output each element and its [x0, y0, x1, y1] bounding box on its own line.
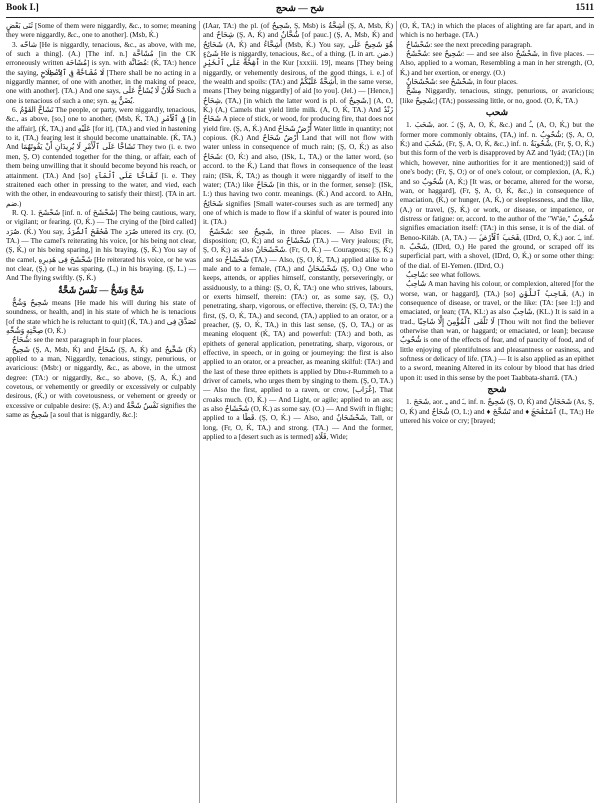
paragraph: (IAar, TA:) the pl. (of شَحِيحٌ, Ş, Msb) is أَشِحَّةٌ (Ş, A, Msb, Ḱ) and شِحَاحٌ (Ş, A, Ḱ) and شُحَّانٌ [of pauc.] (Ş, A, Msb, Ḱ) and شَحَائِحُ (A, Ḱ) and أَشِحَّاءُ (Msb, Ḱ.) You say, هُوَ شَحِيحٌ عَلَى شَىْءٍ He is niggardly, tenacious, &c., of a thing. (L in art. ضن.) أَشِحَّةٌ عَلَى ٱلْخَيْرِ in the Kur [xxxiii. 19], means [They being niggardly, or vehemently desirous, of the good things, i. e.] of the wealth and spoils: (TA:) and أَشِحَّةٌ عَلَيْكُمْ, in the same verse, means [They being niggardly] of aid [to you]. (Jel.) — [Hence,] شِحَاحٌ, (TA,) [in which the latter word is pl. of شَحِيحٌ,] (A, O, Ḱ,) (A,) Camels that yield little milk. (A, O, Ḱ, TA.) And زَنْدٌ شَحَاحٌ A piece of stick, or wood, for producing fire, that does not yield fire. (Ş, A, Ḱ.) And أَرْضٌ شَحَاحٌ Water little in quantity; not copious. (Ḱ.) And أَرْضٌ شَحَاحٌ Land that will not flow with water unless in consequence of much rain; (Ş, O, Ḱ;) as also شَحَاحٌ: (O, Ḱ:) and also, (ISk, L, TA,) or the latter word, (so accord. to the Ḱ,) Land that flows in consequence of the least rain; (ISk, Ḱ, TA;) as though it were niggardly of itself to the water; (TA;) like شَحَاحٌ [in this, or in the former, sense]: (ISk, L:) thus having two contr. meanings. (Ḱ.) And accord. to AHn, شَحَائِحُ signifies [Small water-courses such as are termed] any one of which is made to flow if a skinful of water is poured into it. (TA.)	[203, 21, 393, 227]
paragraph: شُحَاحٌ: see the next paragraph in four places.	[12, 335, 143, 345]
column-divider	[199, 21, 200, 803]
entry-heading: شَحَّ وَشَحُّ — نَفْسٌ شَحَّةٌ	[58, 284, 144, 295]
paragraph: شَحْشَحَانٌ: see شَحْشَحٌ, in four places.	[406, 77, 518, 87]
column-right	[400, 21, 594, 803]
paragraph: R. Q. 1. شَحْشَحَ [inf. n. of شَحْشَحَ] The being cautious, wary, or vigilant; or fearing. (O, Ḱ.) — The crying of the [bird called] صُرَد. (Ḱ.) You say, شَحْشَحَ ٱلصُّرَدُ The صُرَد uttered its cry. (O, TA.) — The camel's reiterating his voice, [or his being not clear, (Ş, Ḱ,) or his being sparing,] in his braying. (Ş, Ḱ.) You say of the camel, شَحْشَحَ فِى هَدِيرِهِ [He reiterated his voice, or he was not clear, (Ş,) or he was sparing, (L,) in his braying. (Ş, L.) — And The flying swiftly. (Ş, Ḱ.)	[6, 207, 196, 283]
paragraph: 1. شَحَجَ, aor. ـِ and ـَ, inf. n. شَحِيجٌ (Ş, O, Ḱ) and شَحَجَانٌ (As, Ş, O, Ḱ) and شُحَاجٌ (O, L;) and ♦ تَشَحَّجَ and ♦ ٱسْتَشْحَجَ (L, TA;) He uttered his voice or cry; [brayed;	[400, 397, 594, 426]
paragraph: شَحِيحٌ وَشُحٌّ means [He made his will during his state of soundness, or health, and] in his state of which he is tenacious [of the state which he is reluctant to quit] (Ḱ, TA.) and تَصَدَّقَ فِى صِحَّتِهِ وَشُحِّهِ (O, Ḱ.)	[6, 297, 196, 335]
column-divider	[396, 21, 397, 803]
column-left	[6, 21, 196, 803]
entry-heading: شحب	[485, 107, 509, 118]
paragraph: شَحِيحٌ (Ş, A, Msb, Ḱ) and شَحَاحٌ (Ş, A, Ḱ) and شَحِّيحٌ (Ḱ) applied to a man, Niggardly, tenacious, stingy, penurious, or avaricious: (Msb:) or niggardly, &c., as above, in the utmost degree: (TA:) or niggardly, &c., so above, (Ş, A, Ḱ,) and covetous, or vehemently or greedily or excessively or culpably desirous, (Ḱ,) or with covetousness, or vehement or greedy or excessive or culpable desire: (Ş, A:) and نَفْسٌ شَحَّةٌ signifies the same as شَحِيحٌ [a soul that is niggardly, &c.]:	[6, 344, 196, 420]
root-heading: شح — شحج	[275, 4, 325, 14]
paragraph: 3. شاحّه [He is niggardly, tenacious, &c., as above, with me, of such a thing]. (A.) [The inf. n.] مُشَاحَّة [in the CK erroneously written مُشَاحَة] is syn. with مُضَانَّة: (Ḱ, TA:) hence the saying, لَا مُشَاحَّةَ فِى ٱلِٱصْطِلَاحِ [There shall be no acting in a niggardly manner, of one with another, in the making of peace, one with another]. (TA.) And one says, فُلَانٌ لَا يُشَاحُّ عَلَى Such a one is tenacious of such a one; syn. يُضَنُّ بِهِ.	[6, 39, 196, 105]
header-rule	[6, 17, 594, 18]
entry-heading: شحج	[487, 384, 507, 395]
paragraph: شَاحِبٌ: see what follows.	[406, 269, 481, 279]
paragraph: شَحْشَحٌ: see شَحِيحٌ, in three places. — Also Evil in disposition; (O, Ḱ;) and so شَحْشَاحٌ (TA.) — Very jealous; (Fr, Ş, O, Ḱ;) as also شَحْشَحَانٌ. (Fr, O, Ḱ.) — Courageous; (Ş, Ḱ;) and so شَحْشَاحٌ (TA.) — Also, (Ş, O, Ḱ, TA,) applied alike to a male and to a female, (TA,) and شَحْشَحَانٌ (Ş, O,) One who keeps, attends, or applies himself, constantly, perseveringly, or assiduously, to a thing: (Ş, O, Ḱ, TA:) one who strives, labours, or exerts himself, therein: (TA:) or, as some say, (Ş, O,) penetrating, sharp, vigorous, or effective, therein: (Ş, O, TA:) the first, (Ş, O, Ḱ, TA,) and second, (TA,) applied to an orator, or a preacher, (Ş, O, Ḱ, TA,) in this last sense, (Ş, O, TA,) or as meaning eloquent (Ḱ, TA) and powerful: (TA:) and both, as epithets of general application, penetrating, sharp, vigorous, or effective, in speech, or in going or journeying: the first is also applied to an orator, or a preacher, as meaning skilful: (TA:) and the last of these three epithets is applied by Dhu-r-Rummeh to a driver of camels, who urges them by singing to them. (Ş, O, TA.) — Also the first, applied to a raven, or crow, [غُرَاب], That croaks much. (O, Ḱ.) — And Light, or agile; applied to an ass; as also شَحْشَاحٌ (O, Ḱ.) as some say. (O.) — And Swift in flight; applied to a قَطَا. (Ş, O, Ḱ.) — Also, and شَحْشَحَانٌ, Tall, or long, (Fr, O, Ḱ, TA,) and strong. (TA.) — And the former, applied to a [desert such as is termed] فَلَاة, Wide;	[203, 226, 393, 442]
book-label: Book I.]	[6, 3, 39, 13]
paragraph: 1. شَحَبَ, aor. ـَ (Ş, A, O, Ḱ, &c.) and ـُ, (A, O, Ḱ,) but the former more commonly obtains, (TA,) inf. n. شُحُوبٌ; (Ş, A, O, Ḱ;) and شَحُبَ, (Fr, Ş, A, O, Ḱ, &c.,) inf. n. شُحُوبَةٌ, (Fr, Ş, O, Ḱ,) but this form of the verb is disapproved by AZ and 'Iyád; (TA;) [in which, however, nine authorities for it are mentioned;)] said of one's body; (Fr, Ş, O;) or of one's colour, or complexion, (A, Ḱ,) and so شُحُوبٌ (A, Ḱ;) [It was, or became, altered for the worse, wan, or haggard], (Fr, Ş, A, O, Ḱ, &c.,) in consequence of emaciation, (Ḱ,) or hunger, (A, Ḱ,) or sleeplessness, and the like, (A,) or travel, (Ş, Ḱ,) or work, or disease, or impatience, or distress or fatigue: or, accord. to the author of the "W'áe," شُحُوبٌ signifies emaciation itself: (TA:) in this sense, it is of the dial. of Benoo-Kiláb. (A, TA.) — شَحَبَ ٱلْأَرْضَ, (IDrd, O, Ḱ,) aor. ـَ, inf. n. شَحْبٌ, (IDrd, O,) He pared the ground, or scraped off its superficial part, with a shovel, (IDrd, O, Ḱ,) or some other thing: of the dial. of El-Yemen. (IDrd, O.)	[400, 120, 594, 270]
paragraph: (O, Ḱ, TA;) in which the places of alighting are far apart, and in which is no herbage. (TA.)	[400, 21, 594, 40]
paragraph: شَاحِبٌ A man having his colour, or complexion, altered [for the worse, wan, or haggard], (TA,) [so] شَاحِبُ ٱللَّوْنِ, (A,) in consequence of disease, or travel, or the like: (TA: [see 1:]) and emaciated, or lean; (TA, KL:) as also شَاحِبٌ, (KL.) It is said in a trad., لَا تَلْقَى ٱلْمُؤْمِنَ إِلَّا شَاحِبًا [Thou wilt not find the believer otherwise than wan, or haggard; or emaciated, or lean]; because شُحُوبٌ is one of the effects of fear, and of paucity of food, and of little enjoying of plentifulness and pleasantness or easiness, and softness or delicacy of life. (TA.) — It is also applied as an epithet to a sword, meaning Altered in its colour by blood that has dried upon it: used in this sense by the poet Taabbata-sharrâ. (TA.)	[400, 279, 594, 382]
page-number: 1511	[575, 3, 594, 13]
page-header	[6, 3, 594, 17]
paragraph: شَحْشَاحٌ: see the next preceding paragraph.	[406, 39, 532, 49]
paragraph: شَحْشَحٌ: see شَحِيحٌ: — and see also شَحْشَحٌ, in five places. — Also, applied to a woman, Resembling a man in her strength, (O, Ḱ,) and her exertion, or energy. (O.)	[400, 49, 594, 77]
paragraph: ثَنَى بَعْضٍ [Some of them were niggardly, &c., to some; meaning they were niggardly, &c., one to another]. (Msb, Ḱ.)	[6, 21, 196, 40]
paragraph: مِشَحٌّ Niggardly, tenacious, stingy, penurious, or avaricious; [like شَحِيحٌ;] (TA;) possessing little, or no, good. (O, Ḱ, TA.)	[400, 86, 594, 105]
paragraph: 6. تَشَاحَّ القَوْمُ The people, or party, were niggardly, tenacious, &c., as above, [so,] one to another, (Msb, Ḱ, TA,) فِى ٱلْأَمْرِ [in the affair], (Ḱ, TA,) and عَلَيْهِ [for it], (TA,) and vied in hastening to it, (TA,) fearing lest it should become unattainable. (Ḱ, TA.) And تَشَاحَّا عَلَى ٱلْأَمْرِ لَا يُرِيدَانِ أَنْ يَفُوتَهُمَا They two (i. e. two men, Ş, O) contended together for the thing, or affair, each of them being unwilling that it should become beyond his reach, or attainment. (TA.) And [so] تَشَاحَّا عَلَى ٱلْمَآءِ [i. e. They straitened each other in pressing to the water, and vied, each with the other, in endeavouring to satisfy their thirst]. (TA in art. ضم.)	[6, 105, 196, 208]
column-middle	[203, 21, 393, 803]
